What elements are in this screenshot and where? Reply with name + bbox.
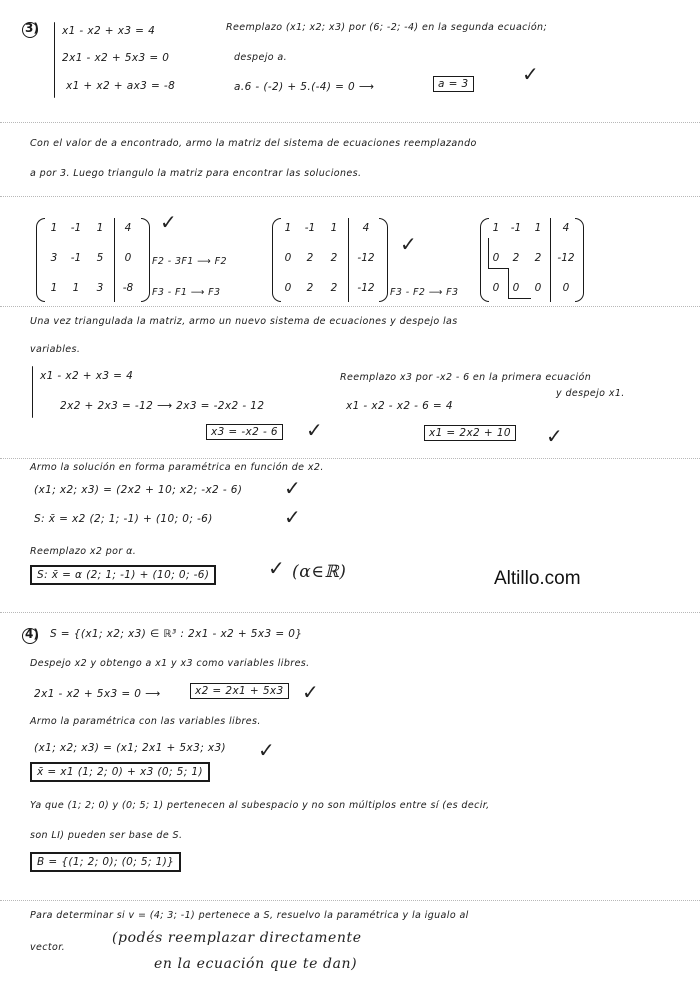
system-eq-1: x1 - x2 + x3 = 4 xyxy=(62,25,156,37)
system-brace xyxy=(32,366,33,418)
check-icon: ✓ xyxy=(160,210,177,234)
matrix-2 xyxy=(272,218,388,302)
param-line-1: (x1; x2; x3) = (2x2 + 10; x2; -x2 - 6) xyxy=(34,484,243,496)
exercise-4-number: 4) xyxy=(25,627,39,641)
separator xyxy=(0,900,700,901)
despejo-a: despejo a. xyxy=(234,52,288,63)
matrix-cell: 0 xyxy=(124,252,132,264)
teacher-note-2: en la ecuación que te dan) xyxy=(154,956,358,972)
row-operation: F2 - 3F1 ⟶ F2 xyxy=(152,256,227,267)
replace-2-line-2: y despejo x1. xyxy=(556,388,625,399)
system2-eq-1: x1 - x2 + x3 = 4 xyxy=(40,370,134,382)
exercise-3-number: 3) xyxy=(25,21,39,35)
system-eq-2: 2x1 - x2 + 5x3 = 0 xyxy=(62,52,170,64)
matrix-cell: 2 xyxy=(534,252,542,264)
base-line-2: son LI) pueden ser base de S. xyxy=(30,830,183,841)
matrix-cell: -1 xyxy=(510,222,522,234)
matrix-cell: 5 xyxy=(96,252,104,264)
system-eq-3: x1 + x2 + ax3 = -8 xyxy=(66,80,176,92)
system2-eq-2: 2x2 + 2x3 = -12 ⟶ 2x3 = -2x2 - 12 xyxy=(60,400,265,412)
matrix-cell: 1 xyxy=(534,222,542,234)
matrix-cell: 0 xyxy=(534,282,542,294)
param-line-2-boxed: x̄ = x1 (1; 2; 0) + x3 (0; 5; 1) xyxy=(30,762,210,782)
matrix-cell: -8 xyxy=(122,282,134,294)
replace-note: Reemplazo (x1; x2; x3) por (6; -2; -4) en la segunda ecuación; xyxy=(226,22,548,33)
row-operation: F3 - F1 ⟶ F3 xyxy=(152,287,221,298)
last-line-1: Para determinar si v = (4; 3; -1) pertenece a S, resuelvo la paramétrica y la igualo al xyxy=(30,910,469,921)
separator xyxy=(0,612,700,613)
row-operation: F3 - F2 ⟶ F3 xyxy=(390,287,459,298)
check-icon: ✓ xyxy=(268,556,285,580)
matrix-cell: 1 xyxy=(50,222,58,234)
matrix-cell: 3 xyxy=(50,252,58,264)
result-boxed: a = 3 xyxy=(433,76,474,92)
set-definition: S = {(x1; x2; x3) ∈ ℝ³ : 2x1 - x2 + 5x3 = 0} xyxy=(50,628,303,640)
matrix-cell: -1 xyxy=(304,222,316,234)
matrix-cell: 2 xyxy=(330,252,338,264)
equation-line: 2x1 - x2 + 5x3 = 0 ⟶ xyxy=(34,688,161,700)
check-icon: ✓ xyxy=(284,505,301,529)
check-icon: ✓ xyxy=(258,738,275,762)
matrix-cell: 0 xyxy=(492,252,500,264)
x1-boxed: x1 = 2x2 + 10 xyxy=(424,425,516,441)
system-brace xyxy=(54,22,55,98)
separator xyxy=(0,196,700,197)
x1-equation: x1 - x2 - x2 - 6 = 4 xyxy=(346,400,453,412)
matrix-cell: 4 xyxy=(124,222,132,234)
despejo-line: Despejo x2 y obtengo a x1 y x3 como variables libres. xyxy=(30,658,310,669)
param-line-1: (x1; x2; x3) = (x1; 2x1 + 5x3; x3) xyxy=(34,742,227,754)
replace-alpha: Reemplazo x2 por α. xyxy=(30,546,137,557)
matrix-cell: 0 xyxy=(492,282,500,294)
last-line-2: vector. xyxy=(30,942,66,953)
alpha-in-r-note: (α∈ℝ) xyxy=(292,562,347,582)
x2-boxed: x2 = 2x1 + 5x3 xyxy=(190,683,289,699)
matrix-cell: 3 xyxy=(96,282,104,294)
check-icon: ✓ xyxy=(306,418,323,442)
separator xyxy=(0,122,700,123)
matrix-cell: -1 xyxy=(70,252,82,264)
check-icon: ✓ xyxy=(302,680,319,704)
watermark: Altillo.com xyxy=(494,568,581,589)
paragraph-2-line-1: Una vez triangulada la matriz, armo un nuevo sistema de ecuaciones y despejo las xyxy=(30,316,458,327)
matrix-cell: 0 xyxy=(512,282,520,294)
matrix-cell: 2 xyxy=(330,282,338,294)
matrix-cell: -12 xyxy=(357,252,375,264)
separator xyxy=(0,458,700,459)
paragraph-2-line-2: variables. xyxy=(30,344,81,355)
param-intro: Armo la solución en forma paramétrica en función de x2. xyxy=(30,462,324,473)
matrix-cell: 1 xyxy=(492,222,500,234)
check-icon: ✓ xyxy=(284,476,301,500)
matrix-cell: 2 xyxy=(512,252,520,264)
check-icon: ✓ xyxy=(400,232,417,256)
final-solution-boxed: S: x̄ = α (2; 1; -1) + (10; 0; -6) xyxy=(30,565,216,585)
matrix-cell: 4 xyxy=(562,222,570,234)
matrix-3 xyxy=(480,218,584,302)
x3-boxed: x3 = -x2 - 6 xyxy=(206,424,283,440)
param-line-2: S: x̄ = x2 (2; 1; -1) + (10; 0; -6) xyxy=(34,513,213,525)
matrix-cell: 0 xyxy=(284,252,292,264)
matrix-cell: 0 xyxy=(284,282,292,294)
base-boxed: B = {(1; 2; 0); (0; 5; 1)} xyxy=(30,852,181,872)
matrix-cell: 1 xyxy=(50,282,58,294)
base-line-1: Ya que (1; 2; 0) y (0; 5; 1) pertenecen al subespacio y no son múltiplos entre sí (es decir, xyxy=(30,800,490,811)
matrix-cell: 2 xyxy=(306,252,314,264)
check-icon: ✓ xyxy=(522,62,539,86)
check-icon: ✓ xyxy=(546,424,563,448)
calc-line: a.6 - (-2) + 5.(-4) = 0 ⟶ xyxy=(234,81,375,93)
matrix-cell: 4 xyxy=(362,222,370,234)
matrix-cell: 1 xyxy=(284,222,292,234)
matrix-cell: 2 xyxy=(306,282,314,294)
param-intro: Armo la paramétrica con las variables libres. xyxy=(30,716,261,727)
paragraph-1-line-2: a por 3. Luego triangulo la matriz para encontrar las soluciones. xyxy=(30,168,362,179)
replace-2-line-1: Reemplazo x3 por -x2 - 6 en la primera ecuación xyxy=(340,372,592,383)
matrix-cell: 0 xyxy=(562,282,570,294)
matrix-cell: 1 xyxy=(330,222,338,234)
matrix-cell: -12 xyxy=(357,282,375,294)
matrix-cell: -1 xyxy=(70,222,82,234)
matrix-1 xyxy=(36,218,150,302)
separator xyxy=(0,306,700,307)
matrix-cell: 1 xyxy=(72,282,80,294)
teacher-note-1: (podés reemplazar directamente xyxy=(112,930,362,946)
matrix-cell: -12 xyxy=(557,252,575,264)
paragraph-1-line-1: Con el valor de a encontrado, armo la matriz del sistema de ecuaciones reemplazando xyxy=(30,138,477,149)
matrix-cell: 1 xyxy=(96,222,104,234)
